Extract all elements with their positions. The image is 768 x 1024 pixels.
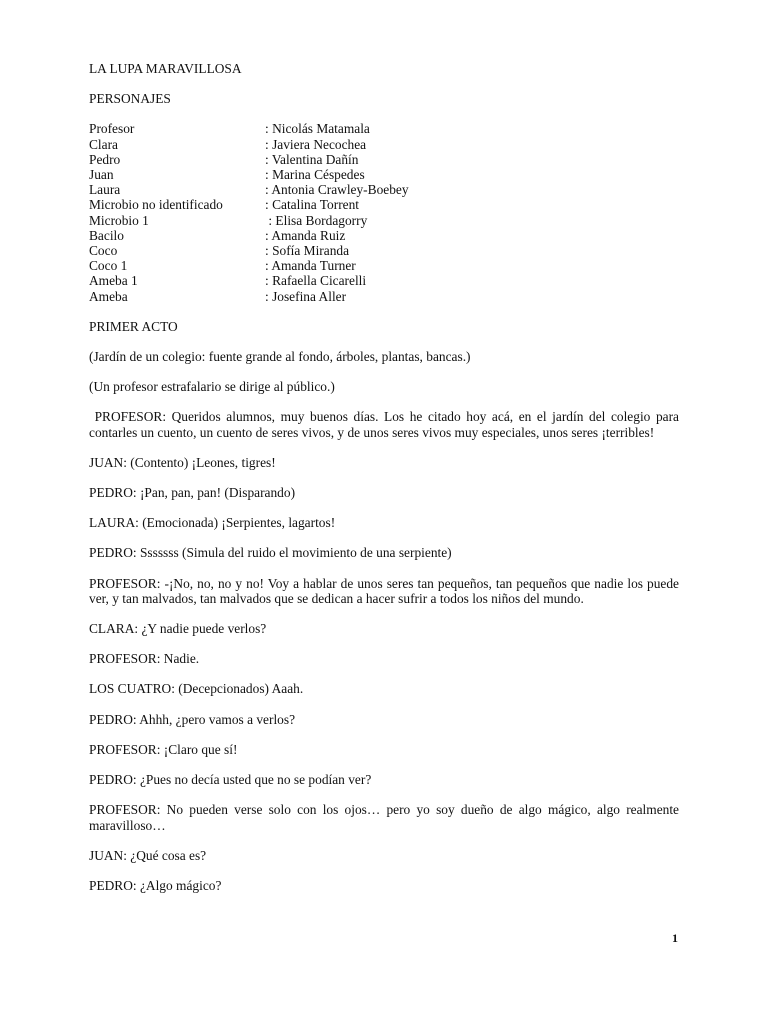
cast-row: [89, 121, 679, 136]
cast-role: Pedro: [89, 151, 121, 167]
cast-row: [89, 213, 679, 228]
cast-role: Bacilo: [89, 227, 124, 243]
cast-actor: : Rafaella Cicarelli: [265, 273, 367, 289]
cast-role: Coco 1: [89, 258, 128, 274]
dialogue-line: PEDRO: ¿Algo mágico?: [89, 877, 222, 893]
dialogue-line: JUAN: (Contento) ¡Leones, tigres!: [89, 454, 276, 470]
cast-row: [89, 197, 679, 212]
dialogue-line: CLARA: ¿Y nadie puede verlos?: [89, 621, 267, 637]
cast-actor: : Sofía Miranda: [265, 243, 350, 259]
cast-list: [89, 121, 679, 303]
cast-actor: : Valentina Dañín: [265, 151, 359, 167]
dialogue-line: LOS CUATRO: (Decepcionados) Aaah.: [89, 681, 304, 697]
cast-role: Clara: [89, 136, 118, 152]
dialogue-line: LAURA: (Emocionada) ¡Serpientes, lagartos!: [89, 515, 336, 531]
cast-actor: : Javiera Necochea: [265, 136, 367, 152]
dialogue-line: PROFESOR: ¡Claro que sí!: [89, 741, 238, 757]
cast-actor: : Elisa Bordagorry: [265, 212, 368, 228]
cast-row: [89, 228, 679, 243]
cast-role: Ameba: [89, 288, 128, 304]
act-heading: PRIMER ACTO: [89, 318, 178, 334]
dialogue-line: PROFESOR: Queridos alumnos, muy buenos días. Los he citado hoy acá, en el jardín del colegio para contarles un cuento, un cuento de seres vivos, y de unos seres vivos muy especiales, unos seres ¡terribles!: [89, 409, 683, 440]
dialogue-line: PROFESOR: No pueden verse solo con los ojos… pero yo soy dueño de algo mágico, algo realmente maravilloso…: [89, 802, 679, 833]
stage-direction: (Un profesor estrafalario se dirige al público.): [89, 379, 335, 395]
cast-row: [89, 167, 679, 182]
stage-direction: (Jardín de un colegio: fuente grande al fondo, árboles, plantas, bancas.): [89, 349, 471, 365]
cast-row: [89, 243, 679, 258]
cast-actor: : Amanda Turner: [265, 258, 356, 274]
cast-role: Ameba 1: [89, 273, 138, 289]
cast-role: Profesor: [89, 121, 135, 137]
cast-row: [89, 182, 679, 197]
cast-row: [89, 152, 679, 167]
characters-heading: PERSONAJES: [89, 91, 171, 107]
cast-role: Juan: [89, 167, 114, 183]
cast-actor: : Antonia Crawley-Boebey: [265, 182, 409, 198]
dialogue-line: PEDRO: Sssssss (Simula del ruido el movimiento de una serpiente): [89, 545, 452, 561]
dialogue-line: PEDRO: ¿Pues no decía usted que no se podían ver?: [89, 772, 372, 788]
dialogue-line: PROFESOR: -¡No, no, no y no! Voy a hablar de unos seres tan pequeños, tan pequeños que nadie los puede ver, y tan malvados, tan malvados que se dedican a hacer sufrir a todos los niños del mundo.: [89, 575, 679, 606]
cast-actor: : Marina Céspedes: [265, 167, 365, 183]
dialogue-line: PEDRO: ¡Pan, pan, pan! (Disparando): [89, 485, 296, 501]
cast-role: Laura: [89, 182, 121, 198]
document-page: [89, 61, 683, 908]
cast-row: [89, 258, 679, 273]
dialogue-line: JUAN: ¿Qué cosa es?: [89, 847, 207, 863]
cast-row: [89, 273, 679, 288]
cast-role: Microbio no identificado: [89, 197, 223, 213]
cast-actor: : Amanda Ruiz: [265, 227, 346, 243]
cast-row: [89, 289, 679, 304]
cast-row: [89, 137, 679, 152]
cast-actor: : Catalina Torrent: [265, 197, 360, 213]
page-number: 1: [672, 931, 678, 945]
cast-role: Microbio 1: [89, 212, 149, 228]
dialogue-line: PROFESOR: Nadie.: [89, 651, 200, 667]
cast-actor: : Josefina Aller: [265, 288, 347, 304]
dialogue-line: PEDRO: Ahhh, ¿pero vamos a verlos?: [89, 711, 296, 727]
document-title: LA LUPA MARAVILLOSA: [89, 61, 242, 76]
cast-actor: : Nicolás Matamala: [265, 121, 370, 137]
cast-role: Coco: [89, 243, 118, 259]
